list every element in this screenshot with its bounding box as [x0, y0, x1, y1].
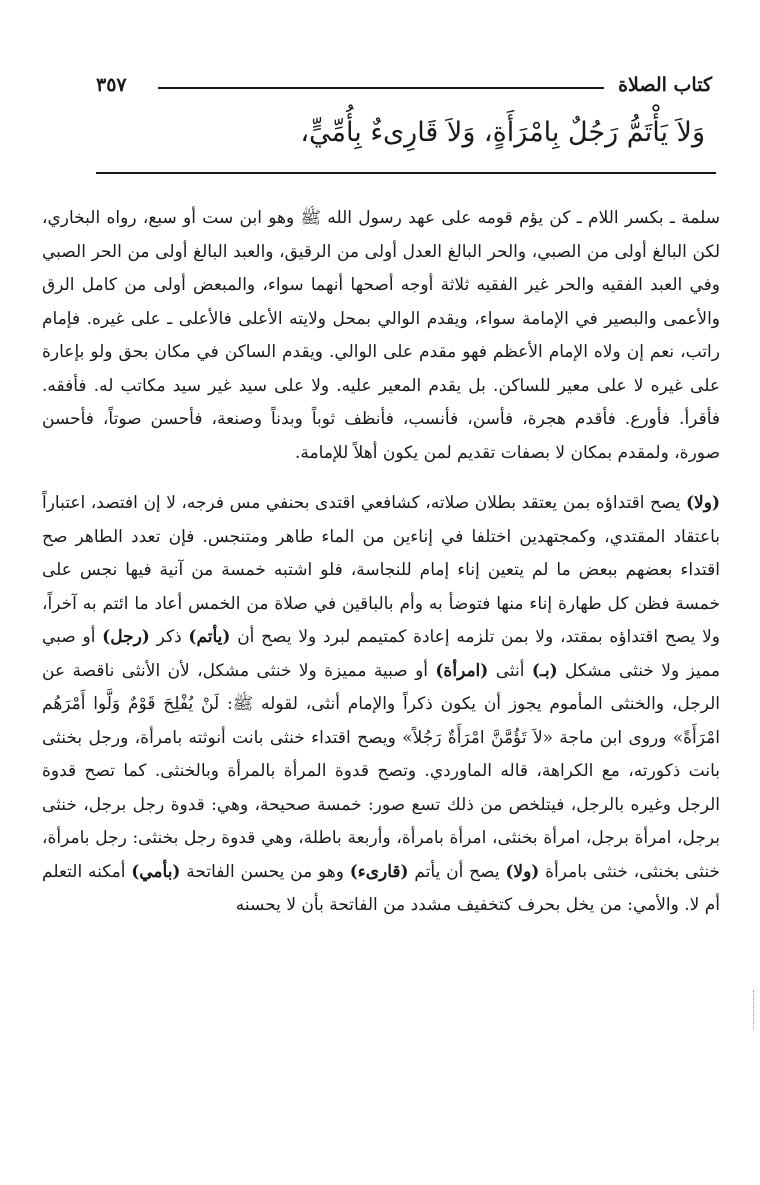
- matn-word: (يأتم): [188, 627, 231, 647]
- paragraph-2: [42, 487, 720, 923]
- commentary-body: [42, 202, 720, 923]
- running-header: [96, 72, 712, 102]
- paragraph-1: سلمة ـ بكسر اللام ـ كن يؤم قومه على عهد رسول الله ﷺ وهو ابن ست أو سبع، رواه البخاري، لكن البالغ أولى من الصبي، والحر البالغ العدل أولى من الرقيق، والعبد البالغ أولى من الحر الصبي وفي العبد الفقيه والحر غير الفقيه ثلاثة أوجه أصحها أنهما سواء، والمبعض أولى من كامل الرق والأعمى والبصير في الإمامة سواء، ويقدم الوالي بمحل ولايته الأعلى فالأعلى ـ على غيره. فإمام راتب، نعم إن ولاه الإمام الأعظم فهو مقدم على الوالي. ويقدم الساكن في مكان بحق ولو بإعارة على غيره لا على معير للساكن. بل يقدم المعير عليه. ولا على سيد غير سيد مكاتب له. فأفقه. فأقرأ. فأورع. فأقدم هجرة، فأسن، فأنسب، فأنظف ثوباً وبدناً وصنعة، فأحسن صوتاً، فأحسن صورة، ولمقدم بمكان لا بصفات تقديم لمن يكون أهلاً للإمامة.: [42, 208, 720, 463]
- matn-word: (ولا): [505, 861, 540, 882]
- matn-word: (ولا): [686, 493, 720, 513]
- matn-word: (بـ): [531, 660, 558, 681]
- matn-text: وَلاَ يَأْتَمُّ رَجُلٌ بِامْرَأَةٍ، وَلاَ قَارِىءٌ بِأُمِّيٍّ،: [300, 117, 705, 148]
- commentary-segment: أمكنه التعلم أم لا. والأمي: من يخل بحرف كتخفيف مشدد من الفاتحة بأن لا يحسنه: [42, 861, 720, 915]
- commentary-segment: يصح أن يأتم: [408, 861, 506, 882]
- matn-word: (امرأة): [435, 660, 489, 681]
- commentary-segment: يصح اقتداؤه بمن يعتقد بطلان صلاته، كشافعي اقتدى بحنفي مس فرجه، لا إن افتصد، اعتباراً باعتقاد المقتدي، وكمجتهدين اختلفا في إناءين من الماء طاهر ومتنجس. فإن تعدد الطاهر صح اقتداء بعضهم ببعض ما لم يتعين إناء إمام للنجاسة، فلو اشتبه خمسة من آنية فيها نجس على خمسة فظن كل طهارة إناء منها فتوضأ به وأم بالباقين في صلاة من الخمس أعاد ما ائتم به آخراً، ولا يصح اقتداؤه بمقتد، ولا بمن تلزمه إعادة كمتيمم لبرد ولا يصح أن: [42, 493, 720, 647]
- commentary-segment: وهو من يحسن الفاتحة: [180, 861, 350, 882]
- commentary-segment: ذكر: [149, 627, 189, 647]
- scan-edge-mark: [752, 990, 754, 1030]
- matn-word: (بأمي): [131, 861, 181, 882]
- matn-word: (رجل): [102, 627, 150, 647]
- header-rule: [158, 87, 604, 89]
- page-number: ٣٥٧: [96, 74, 127, 96]
- matn-word: (قارىء): [349, 861, 409, 882]
- commentary-segment: أو صبية مميزة ولا خنثى مشكل، لأن الأنثى ناقصة عن الرجل، والخنثى المأموم يجوز أن يكون ذكراً والإمام أنثى، لقوله ﷺ: لَنْ يُفْلِحَ قَوْمٌ وَلَّوا أَمْرَهُم امْرَأَةً» وروى ابن ماجة «لاَ تَؤُمَّنَّ امْرَأَةٌ رَجُلاً» ويصح اقتداء خنثى بانت أنوثته بامرأة، ورجل بخنثى بانت ذكورته، مع الكراهة، قاله الماوردي. وتصح قدوة المرأة بالمرأة وبالخنثى. كما تصح قدوة الرجل وغيره بالرجل، فيتلخص من ذلك تسع صور: خمسة صحيحة، وهي: قدوة رجل برجل، خنثى برجل، امرأة برجل، امرأة بخنثى، امرأة بامرأة، وأربعة باطلة، وهي قدوة رجل بخنثى: رجل بامرأة، خنثى بخنثى، خنثى بامرأة: [42, 660, 720, 882]
- commentary-segment: أو صبي مميز ولا خنثى مشكل: [42, 627, 721, 681]
- chapter-title: كتاب الصلاة: [618, 74, 712, 96]
- commentary-segment: أنثى: [488, 660, 532, 681]
- matn-separator: [96, 172, 716, 174]
